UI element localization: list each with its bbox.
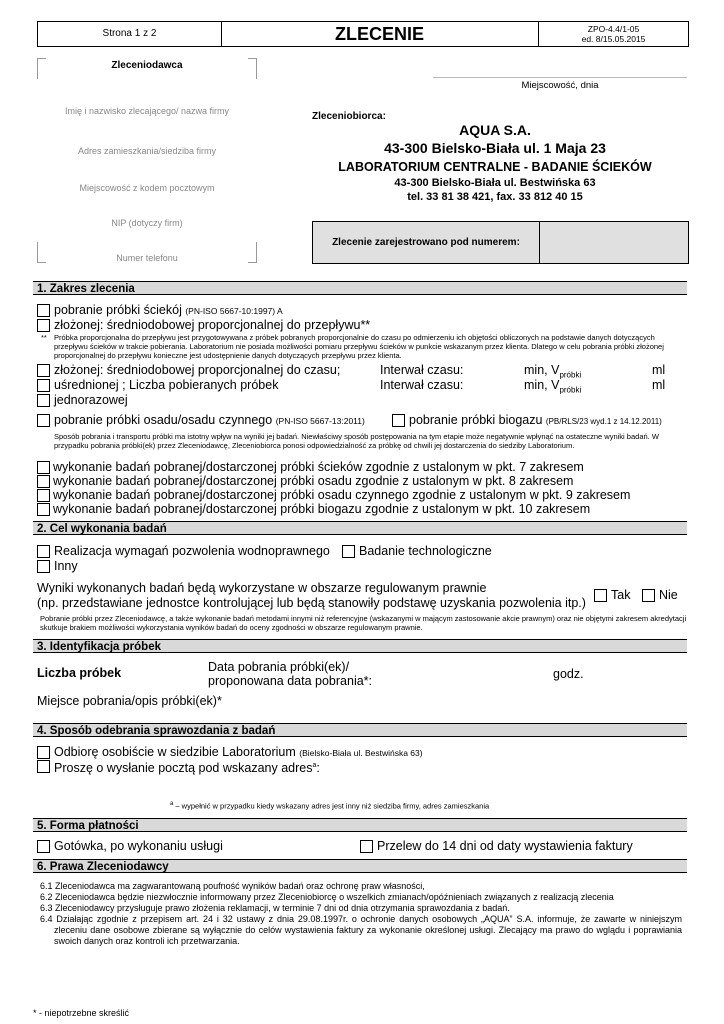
water-permit-checkbox[interactable] xyxy=(37,545,50,558)
water-permit-label: Realizacja wymagań pozwolenia wodnoprawnego xyxy=(54,544,330,558)
section-3-header: 3. Identyfikacja próbek xyxy=(33,639,687,653)
pickup-checkbox[interactable] xyxy=(37,746,50,759)
avg-label: uśrednionej ; Liczba pobieranych próbek xyxy=(54,378,279,392)
page-number: Strona 1 z 2 xyxy=(38,22,222,46)
biogas-std: (PB/RLS/23 wyd.1 z 14.12.2011) xyxy=(545,417,662,426)
sample-count-label: Liczba próbek xyxy=(37,666,122,680)
min-v-1: min, V xyxy=(524,363,560,377)
test-sludge-checkbox[interactable] xyxy=(37,475,50,488)
section-1-header: 1. Zakres zlecenia xyxy=(33,281,687,295)
hour-label: godz. xyxy=(553,667,584,681)
time-prop-label: złożonej: średniodobowej proporcjonalnej do czasu; xyxy=(54,363,341,377)
sampling-date-label-2: proponowana data pobrania*: xyxy=(208,674,373,688)
test-active-sludge-label: wykonanie badań pobranej/dostarczonej próbki osadu czynnego zgodnie z ustalonym w pkt. 9 zakresem xyxy=(53,488,631,502)
sampling-place-label: Miejsce pobrania/opis próbki(ek)* xyxy=(37,694,222,708)
mail-checkbox[interactable] xyxy=(37,760,50,773)
regulated-no-checkbox[interactable] xyxy=(642,589,655,602)
regulated-question-2: (np. przedstawiane jednostce kontrolującej lub będą stanowiły podstawę uzyskania pozwolenia itp.) xyxy=(37,596,586,610)
test-active-sludge-checkbox[interactable] xyxy=(37,489,50,502)
form-edition: ed. 8/15.05.2015 xyxy=(581,34,646,44)
single-sample-label: pobranie próbki ściekój xyxy=(54,303,182,317)
regulated-question: Wyniki wykonanych badań będą wykorzystane w obszarze regulowanym prawnie xyxy=(37,581,487,595)
client-phone-field[interactable]: Numer telefonu xyxy=(116,253,178,263)
regulated-no-label: Nie xyxy=(659,588,678,602)
rights-list xyxy=(40,881,682,947)
transfer-checkbox[interactable] xyxy=(360,840,373,853)
test-sewage-checkbox[interactable] xyxy=(37,461,50,474)
regulated-yes-checkbox[interactable] xyxy=(594,589,607,602)
flow-note: Próbka proporcjonalna do przepływu jest przygotowywana z próbek pobranych proporcjonalnie do czasu po odmierzeniu ich objętości obliczonych na podstawie danych dotyczących przepływu ścieków w trakcie pobierania. Laboratorium nie posiada możliwości pomiaru przepływu ścieków w punkcie wskazanym przez klienta. Dlatego w celu pobrania próbki złożonej proporcjonalnej do przepływu konieczne jest udostępnienie danych dotyczących przepływu przez klienta. xyxy=(54,333,664,360)
address-footnote: – wypełnić w przypadku kiedy wskazany adres jest inny niż siedziba firmy, adres zamieszkania xyxy=(173,801,490,811)
biogas-checkbox[interactable] xyxy=(392,414,405,427)
client-nip-field[interactable]: NIP (dotyczy firm) xyxy=(111,218,183,228)
sludge-std: (PN-ISO 5667-13:2011) xyxy=(275,416,365,426)
other-purpose-label: Inny xyxy=(54,559,78,573)
transfer-label: Przelew do 14 dni od daty wystawienia faktury xyxy=(377,839,633,853)
cash-checkbox[interactable] xyxy=(37,840,50,853)
place-date-label: Miejscowość, dnia xyxy=(521,80,599,91)
interval-label-2: Interwał czasu: xyxy=(380,378,464,392)
mail-sup: a xyxy=(312,762,317,769)
right-item: 6.3 Zleceniodawcy przysługuje prawo złożenia reklamacji, w terminie 7 dni od dnia otrzymania sprawozdania z badań. xyxy=(40,903,510,913)
section-2-header: 2. Cel wykonania badań xyxy=(33,521,687,535)
ml-2: ml xyxy=(652,378,666,392)
avg-checkbox[interactable] xyxy=(37,379,50,392)
pickup-address: (Bielsko-Biała ul. Bestwińska 63) xyxy=(299,748,423,758)
footnote-mark: a xyxy=(170,801,174,807)
client-name-field[interactable]: Imię i nazwisko zlecającego/ nazwa firmy xyxy=(64,106,230,116)
sludge-checkbox[interactable] xyxy=(37,414,50,427)
flow-note-mark: ** xyxy=(41,333,47,342)
once-checkbox[interactable] xyxy=(37,394,50,407)
client-address-field[interactable]: Adres zamieszkania/siedziba firmy xyxy=(77,146,217,156)
right-item: 6.1 Zleceniodawca ma zagwarantowaną poufność wyników badań oraz ochronę praw własności, xyxy=(40,881,425,891)
section-5-header: 5. Forma płatności xyxy=(33,818,687,832)
ml-1: ml xyxy=(652,363,666,377)
tech-test-checkbox[interactable] xyxy=(342,545,355,558)
contractor-label: Zleceniobiorca: xyxy=(312,111,386,122)
cash-label: Gotówka, po wykonaniu usługi xyxy=(54,839,223,853)
time-prop-checkbox[interactable] xyxy=(37,364,50,377)
once-label: jednorazowej xyxy=(54,393,128,407)
single-sample-std: (PN-ISO 5667-10:1997) A xyxy=(185,306,283,316)
registration-number-field[interactable] xyxy=(539,222,689,263)
min-v-2: min, V xyxy=(524,378,560,392)
other-purpose-checkbox[interactable] xyxy=(37,560,50,573)
client-heading: Zleceniodawca xyxy=(111,60,183,71)
composite-flow-checkbox[interactable] xyxy=(37,319,50,332)
mail-label: Proszę o wysłanie pocztą pod wskazany adres xyxy=(54,761,313,776)
right-item: 6.2 Zleceniodawca będzie niezwłocznie informowany przez Zleceniobiorcę o wszelkich zmianach/opóźnieniach związanych z realizacją zlecenia xyxy=(40,892,614,902)
form-code: ZPO-4.4/1-05 xyxy=(587,24,640,34)
biogas-label: pobranie próbki biogazu xyxy=(409,413,543,427)
lab-name: LABORATORIUM CENTRALNE - BADANIE ŚCIEKÓW xyxy=(338,160,652,174)
lab-address: 43-300 Bielsko-Biała ul. Bestwińska 63 xyxy=(394,177,596,189)
interval-label-1: Interwał czasu: xyxy=(380,363,464,377)
regulated-note: Pobranie próbki przez Zleceniodawcę, a także wykonanie badań metodami innymi niż referencyjne (wskazanymi w mającym zastosowanie akcie prawnym) oraz nie objętymi zakresem akredytacji skutkuje brakiem możliwości wykorzystania wyników badań do oceny zgodności w obszarze regulowanym prawnie. xyxy=(40,614,687,632)
test-biogas-label: wykonanie badań pobranej/dostarczonej próbki biogazu zgodnie z ustalonym w pkt. 10 zakresem xyxy=(53,502,591,516)
registration-label: Zlecenie zarejestrowano pod numerem: xyxy=(332,237,520,248)
contractor-name: AQUA S.A. xyxy=(459,122,531,138)
probki-2: próbki xyxy=(559,385,582,395)
lab-phone: tel. 33 81 38 421, fax. 33 812 40 15 xyxy=(407,191,583,203)
method-note: Sposób pobrania i transportu próbki ma istotny wpływ na wyniki jej badań. Niewłaściwy sposób postępowania na tym etapie może negatywnie wpłynąć na ostateczne wyniki badań. W przypadku pobrania próbki(ek) przez Zleceniodawcę, Zleceniobiorca ponosi odpowiedzialność za próbkę od chwili jej dostarczenia do siedziby Laboratorium. xyxy=(54,432,659,450)
footer-note: * - niepotrzebne skreślić xyxy=(33,1008,130,1018)
pickup-label: Odbiorę osobiście w siedzibie Laboratorium xyxy=(54,745,296,759)
contractor-address: 43-300 Bielsko-Biała ul. 1 Maja 23 xyxy=(384,140,606,156)
regulated-yes-label: Tak xyxy=(611,588,631,602)
section-6-header: 6. Prawa Zleceniodawcy xyxy=(33,859,687,873)
client-city-field[interactable]: Miejscowość z kodem pocztowym xyxy=(79,183,215,193)
registration-box xyxy=(312,221,689,264)
sampling-date-label: Data pobrania próbki(ek)/ xyxy=(208,660,350,674)
header-table xyxy=(37,21,689,47)
composite-flow-label: złożonej: średniodobowej proporcjonalnej do przepływu** xyxy=(54,318,371,332)
form-title: ZLECENIE xyxy=(334,24,424,44)
test-biogas-checkbox[interactable] xyxy=(37,503,50,516)
test-sludge-label: wykonanie badań pobranej/dostarczonej próbki osadu zgodnie z ustalonym w pkt. 8 zakresem xyxy=(53,474,574,488)
single-sample-checkbox[interactable] xyxy=(37,304,50,317)
probki-1: próbki xyxy=(559,370,582,380)
right-item: 6.4 Działając zgodnie z przepisem art. 24 i 32 ustawy z dnia 29.08.1997r. o ochronie danych osobowych „AQUA” S.A. informuje, że zawarte w niniejszym zleceniu dane osobowe zbierane są wyłącznie do celów wystawienia faktury za wykonanie określonej usługi. Zlecający ma prawo do wglądu i poprawiania swoich danych oraz kontroli ich przetwarzania. xyxy=(40,914,682,946)
place-date-line[interactable] xyxy=(433,77,687,78)
sludge-label: pobranie próbki osadu/osadu czynnego xyxy=(54,413,273,427)
test-sewage-label: wykonanie badań pobranej/dostarczonej próbki ścieków zgodnie z ustalonym w pkt. 7 zakresem xyxy=(53,460,584,474)
tech-test-label: Badanie technologiczne xyxy=(359,544,492,558)
section-4-header: 4. Sposób odebrania sprawozdania z badań xyxy=(33,723,687,737)
